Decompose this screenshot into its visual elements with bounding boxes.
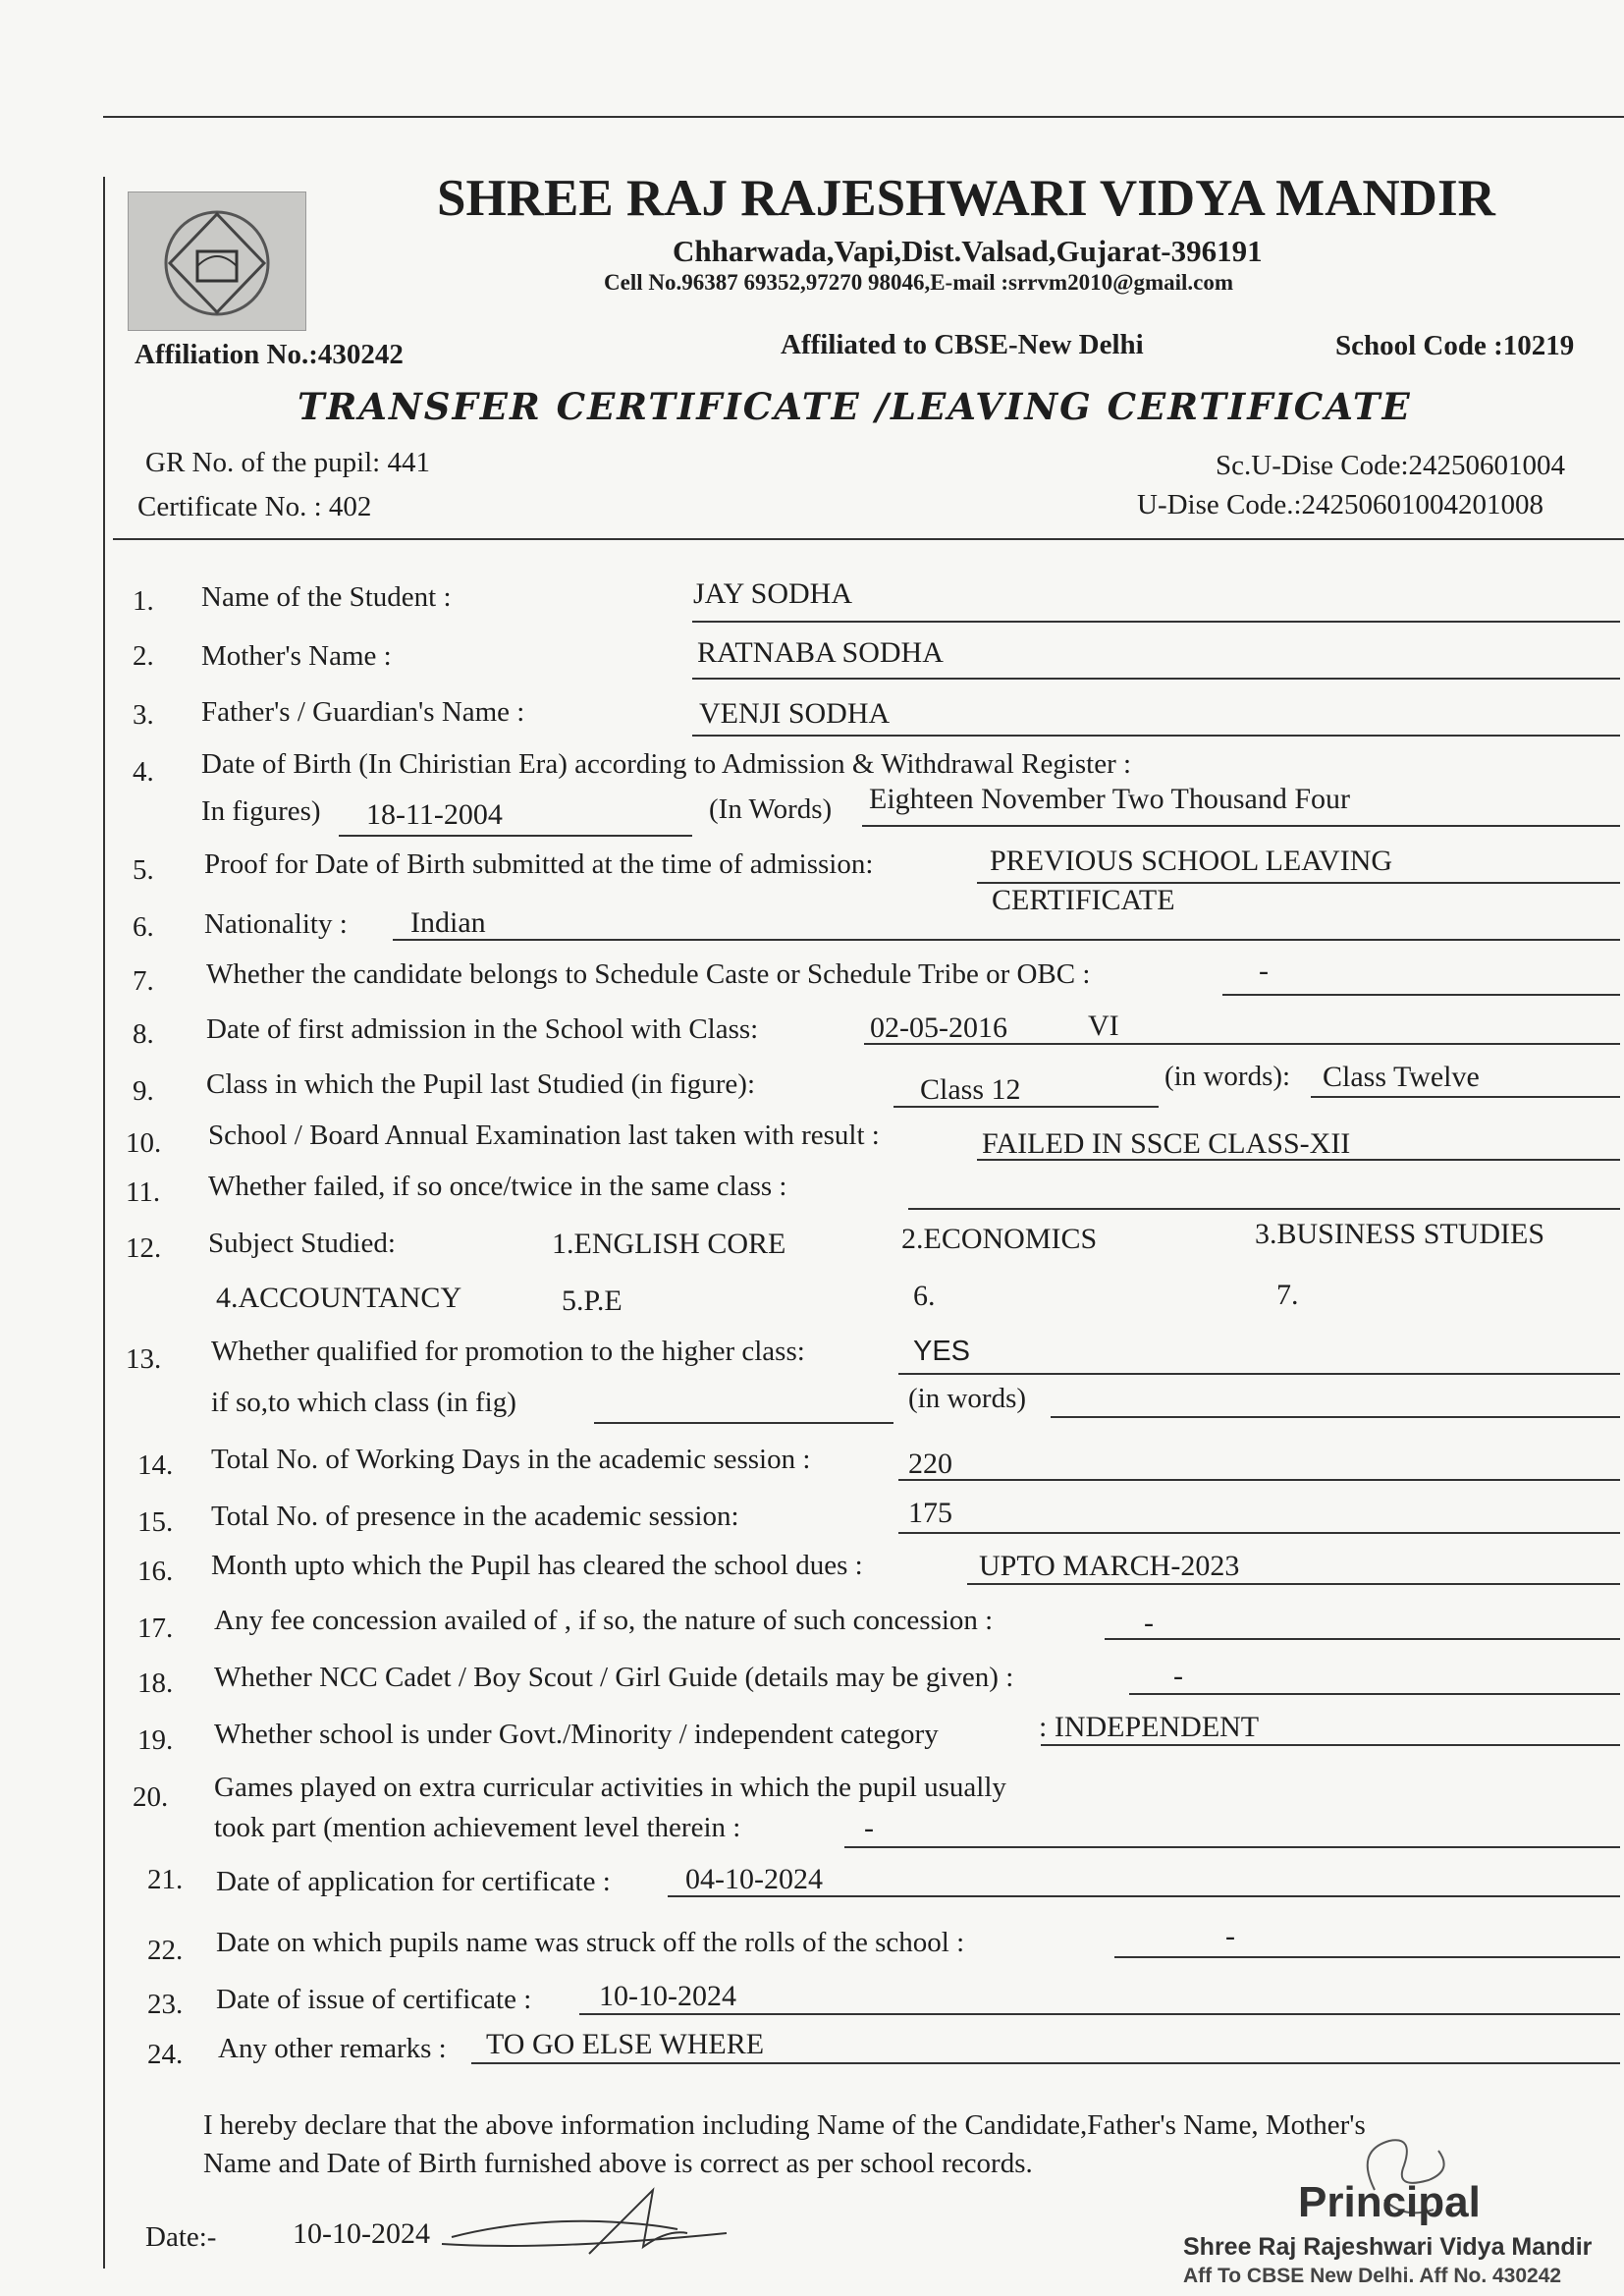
field-6-value: Indian	[410, 906, 486, 939]
field-6-num: 6.	[133, 911, 154, 943]
field-18-num: 18.	[137, 1667, 174, 1699]
field-4-words-value: Eighteen November Two Thousand Four	[869, 783, 1351, 815]
field-11-underline	[908, 1208, 1620, 1210]
field-9-words-value: Class Twelve	[1323, 1061, 1480, 1093]
field-4-label: Date of Birth (In Chiristian Era) according to Admission & Withdrawal Register :	[201, 748, 1132, 780]
field-21-num: 21.	[147, 1864, 184, 1895]
field-21-underline	[668, 1895, 1620, 1897]
field-23-num: 23.	[147, 1989, 184, 2020]
field-14-label: Total No. of Working Days in the academic session :	[211, 1444, 811, 1475]
field-10-value: FAILED IN SSCE CLASS-XII	[982, 1127, 1351, 1160]
field-12-num: 12.	[126, 1232, 162, 1264]
field-7-underline	[1222, 994, 1620, 996]
field-9-num: 9.	[133, 1075, 154, 1107]
field-9-words-underline	[1311, 1096, 1620, 1098]
certificate-title: TRANSFER CERTIFICATE /LEAVING CERTIFICATE	[298, 385, 1412, 428]
field-4-num: 4.	[133, 756, 154, 788]
field-8-underline	[864, 1043, 1620, 1045]
field-15-underline	[898, 1532, 1620, 1534]
field-7-num: 7.	[133, 965, 154, 997]
field-4-figures-label: In figures)	[201, 795, 321, 827]
field-18-underline	[1129, 1693, 1620, 1695]
declaration-line-1: I hereby declare that the above information including Name of the Candidate,Father's Name, Mother's	[203, 2109, 1366, 2141]
subject-6: 6.	[913, 1280, 936, 1312]
subject-2: 2.ECONOMICS	[901, 1223, 1098, 1255]
principal-school-line: Shree Raj Rajeshwari Vidya Mandir	[1183, 2233, 1593, 2261]
field-4-words-underline	[862, 825, 1620, 827]
sc-udise-code: Sc.U-Dise Code:24250601004	[1216, 450, 1566, 481]
field-1-label: Name of the Student :	[201, 581, 452, 613]
field-19-num: 19.	[137, 1724, 174, 1756]
field-20-underline	[844, 1846, 1620, 1848]
field-9-fig-underline	[893, 1106, 1159, 1108]
school-address: Chharwada,Vapi,Dist.Valsad,Gujarat-396191	[673, 234, 1263, 268]
field-6-underline	[393, 939, 1620, 941]
field-23-value: 10-10-2024	[599, 1980, 736, 2012]
subject-7: 7.	[1276, 1279, 1299, 1311]
school-seal-logo-icon	[128, 191, 306, 331]
field-17-value: -	[1144, 1607, 1154, 1639]
subject-1: 1.ENGLISH CORE	[552, 1228, 786, 1260]
field-3-underline	[692, 735, 1620, 737]
field-6-label: Nationality :	[204, 908, 348, 940]
affiliation-no: Affiliation No.:430242	[135, 339, 404, 370]
field-21-value: 04-10-2024	[685, 1863, 823, 1895]
field-24-label: Any other remarks :	[218, 2033, 447, 2064]
field-8-value: 02-05-2016	[870, 1011, 1007, 1044]
field-9-words-label: (in words):	[1164, 1061, 1291, 1092]
field-21-label: Date of application for certificate :	[216, 1866, 611, 1897]
field-3-label: Father's / Guardian's Name :	[201, 696, 525, 728]
field-2-value: RATNABA SODHA	[697, 636, 944, 669]
field-23-label: Date of issue of certificate :	[216, 1984, 532, 2015]
field-13-num: 13.	[126, 1343, 162, 1375]
left-border	[103, 177, 105, 2269]
field-4-figures-underline	[339, 835, 692, 837]
school-code: School Code :10219	[1335, 330, 1575, 361]
school-name: SHREE RAJ RAJESHWARI VIDYA MANDIR	[437, 170, 1495, 227]
field-8-label: Date of first admission in the School with Class:	[206, 1013, 759, 1045]
field-23-underline	[579, 2013, 1620, 2015]
field-22-value: -	[1225, 1920, 1235, 1952]
field-19-value: : INDEPENDENT	[1039, 1711, 1260, 1743]
field-1-underline	[692, 621, 1620, 623]
field-15-num: 15.	[137, 1506, 174, 1538]
field-10-underline	[977, 1159, 1620, 1161]
field-2-underline	[692, 678, 1620, 680]
field-4-figures-value: 18-11-2004	[366, 798, 503, 831]
field-10-num: 10.	[126, 1127, 162, 1159]
field-20-num: 20.	[133, 1781, 169, 1813]
field-16-value: UPTO MARCH-2023	[979, 1550, 1240, 1582]
certificate-no: Certificate No. : 402	[137, 491, 372, 522]
field-16-label: Month upto which the Pupil has cleared the school dues :	[211, 1550, 863, 1581]
principal-title: Principal	[1298, 2178, 1481, 2226]
field-16-num: 16.	[137, 1556, 174, 1587]
field-22-num: 22.	[147, 1935, 184, 1966]
field-1-value: JAY SODHA	[693, 577, 852, 610]
field-5-label: Proof for Date of Birth submitted at the time of admission:	[204, 848, 874, 880]
field-17-underline	[1105, 1638, 1620, 1640]
date-label: Date:-	[145, 2221, 217, 2253]
field-13-label: Whether qualified for promotion to the higher class:	[211, 1336, 805, 1367]
subject-5: 5.P.E	[562, 1285, 623, 1317]
field-7-label: Whether the candidate belongs to Schedule Caste or Schedule Tribe or OBC :	[206, 958, 1091, 990]
field-3-value: VENJI SODHA	[699, 697, 891, 730]
field-2-label: Mother's Name :	[201, 640, 392, 672]
header-divider	[113, 538, 1624, 540]
field-17-label: Any fee concession availed of , if so, the nature of such concession :	[214, 1605, 994, 1636]
field-18-label: Whether NCC Cadet / Boy Scout / Girl Guide (details may be given) :	[214, 1662, 1014, 1693]
udise-code: U-Dise Code.:24250601004201008	[1137, 489, 1544, 520]
field-22-label: Date on which pupils name was struck off the rolls of the school :	[216, 1927, 965, 1958]
field-13-fig-underline	[594, 1422, 893, 1424]
field-24-underline	[471, 2062, 1620, 2064]
field-24-value: TO GO ELSE WHERE	[486, 2028, 765, 2060]
field-14-underline	[898, 1479, 1620, 1481]
subject-3: 3.BUSINESS STUDIES	[1255, 1218, 1545, 1250]
field-18-value: -	[1173, 1660, 1183, 1692]
field-11-label: Whether failed, if so once/twice in the same class :	[208, 1171, 787, 1202]
field-19-underline	[1041, 1744, 1620, 1746]
field-20-label-cont: took part (mention achievement level therein :	[214, 1812, 741, 1843]
field-13-fig-label: if so,to which class (in fig)	[211, 1387, 516, 1418]
field-5-num: 5.	[133, 854, 154, 886]
field-22-underline	[1114, 1956, 1620, 1958]
field-5-value: PREVIOUS SCHOOL LEAVING	[990, 845, 1393, 877]
field-9-label: Class in which the Pupil last Studied (in figure):	[206, 1068, 756, 1100]
field-14-num: 14.	[137, 1449, 174, 1481]
field-4-words-label: (In Words)	[709, 793, 833, 825]
field-5-value-cont: CERTIFICATE	[992, 884, 1175, 916]
field-8-num: 8.	[133, 1018, 154, 1050]
field-20-value: -	[864, 1812, 874, 1844]
field-8-class: VI	[1088, 1010, 1119, 1042]
subject-4: 4.ACCOUNTANCY	[216, 1282, 462, 1314]
field-11-num: 11.	[126, 1176, 161, 1208]
field-10-label: School / Board Annual Examination last taken with result :	[208, 1120, 880, 1151]
date-value: 10-10-2024	[293, 2217, 430, 2250]
field-1-num: 1.	[133, 585, 154, 617]
field-19-label: Whether school is under Govt./Minority / independent category	[214, 1719, 939, 1750]
school-contact: Cell No.96387 69352,97270 98046,E-mail :srrvm2010@gmail.com	[604, 270, 1234, 295]
top-border	[103, 116, 1624, 118]
field-12-label: Subject Studied:	[208, 1228, 396, 1259]
declaration-line-2: Name and Date of Birth furnished above is correct as per school records.	[203, 2148, 1033, 2179]
field-7-value: -	[1259, 955, 1269, 987]
principal-signature	[432, 2160, 844, 2269]
field-14-value: 220	[908, 1448, 952, 1480]
field-3-num: 3.	[133, 699, 154, 731]
field-20-label: Games played on extra curricular activities in which the pupil usually	[214, 1772, 1006, 1803]
field-9-value: Class 12	[920, 1073, 1021, 1106]
field-24-num: 24.	[147, 2039, 184, 2070]
field-13-underline	[898, 1373, 1620, 1375]
field-13-words-label: (in words)	[908, 1383, 1027, 1414]
field-13-words-underline	[1051, 1416, 1620, 1418]
field-13-value: YES	[913, 1336, 971, 1367]
principal-aff-line: Aff To CBSE New Delhi. Aff No. 430242	[1183, 2265, 1562, 2287]
affiliated-to: Affiliated to CBSE-New Delhi	[781, 329, 1144, 360]
field-15-label: Total No. of presence in the academic session:	[211, 1501, 739, 1532]
gr-no: GR No. of the pupil: 441	[145, 447, 430, 478]
field-16-underline	[967, 1583, 1620, 1585]
field-2-num: 2.	[133, 640, 154, 672]
field-15-value: 175	[908, 1497, 952, 1529]
field-17-num: 17.	[137, 1613, 174, 1644]
